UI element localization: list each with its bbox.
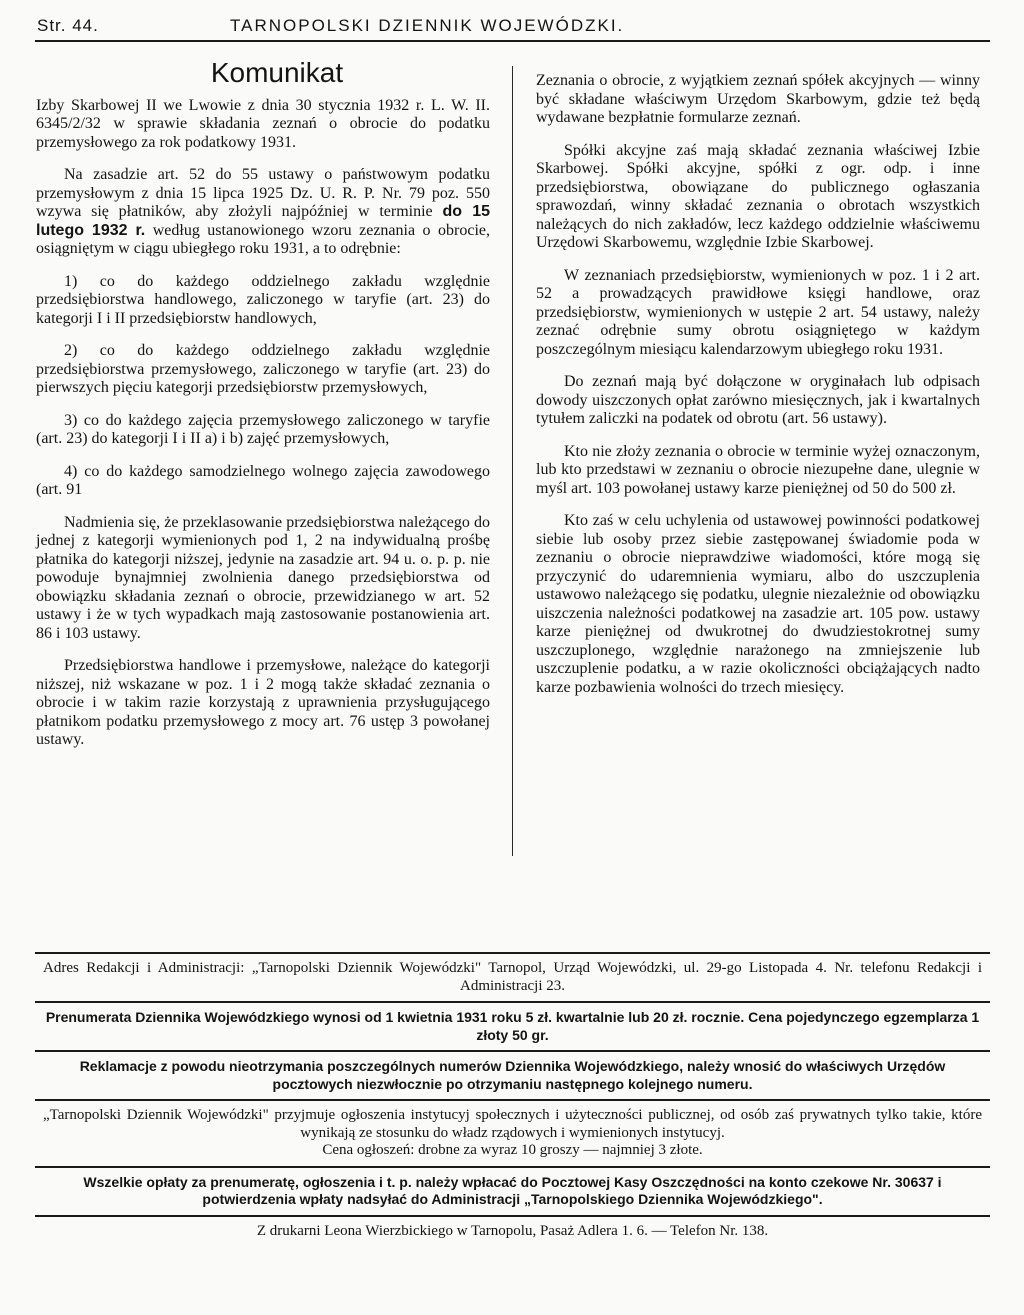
list-item-3: 3) co do każdego zajęcia przemysłowego zaliczonego w taryfie (art. 23) do kategorji I i II a) i b) zajęć przemysłowych, — [36, 411, 490, 447]
printer-text: Z drukarni Leona Wierzbickiego w Tarnopolu, Pasaż Adlera 1. 6. — Telefon Nr. 138. — [256, 1222, 769, 1239]
subscription-text: Prenumerata Dziennika Wojewódzkiego wynosi od 1 kwietnia 1931 roku 5 zł. kwartalnie lub 20 zł. rocznie. Cena pojedynczego egzemplarza 1 złoty 50 gr. — [45, 1009, 980, 1043]
summons-paragraph — [36, 166, 490, 259]
announcement-intro: Izby Skarbowej II we Lwowie z dnia 30 stycznia 1932 r. L. W. II. 6345/2/32 w sprawie składania zeznań o obrocie do podatku przemysłowego za rok podatkowy 1931. — [36, 96, 490, 151]
ad-price-text: Cena ogłoszeń: drobne za wyraz 10 groszy — najmniej 3 złote. — [322, 1142, 703, 1158]
address-text: Adres Redakcji i Administracji: „Tarnopolski Dziennik Wojewódzki" Tarnopol, Urząd Wojewódzki, ul. 29-go Listopada 4. Nr. telefonu Redakcji i Administracji 23. — [43, 960, 982, 994]
deadline: do 15 lutego 1932 r. — [36, 203, 491, 239]
footer-payments — [35, 1166, 990, 1215]
footer-subscription — [35, 1001, 990, 1050]
reclassification-paragraph: Nadmienia się, że przeklasowanie przedsiębiorstwa należącego do jednej z kategorji wymienionych pod 1, 2 na indywidualną prośbę płatnika do kategorji niższej, jedynie na zasadzie art. 94 u. o. p. p. nie powoduje bynajmniej zwolnienia danego przedsiębiorstwa od obowiązku składania zeznań o obrocie, przewidzianego w art. 52 ustawy i że w tych wypadkach mają zastosowanie postanowienia art. 86 i 103 ustawy. — [36, 513, 490, 642]
footer-printer — [35, 1215, 990, 1247]
column-divider — [512, 66, 513, 856]
attachments-paragraph: Do zeznań mają być dołączone w oryginałach lub odpisach dowody uiszczonych opłat zarówno miesięcznych, jak i kwartalnych tytułem zaliczki na podatek od obrotu (art. 56 ustawy). — [536, 373, 980, 427]
payments-text: Wszelkie opłaty za prenumeratę, ogłoszenia i t. p. należy wpłacać do Pocztowej Kasy Oszczędności na konto czekowe Nr. 30637 i potwierdzenia wpłaty nadsyłać do Administracji „Tarnopolskiego Dziennika Wojewódzkiego". — [83, 1173, 942, 1207]
announcement-title: Komunikat — [210, 57, 344, 88]
list-item-2: 2) co do każdego oddzielnego zakładu względnie przedsiębiorstwa przemysłowego, zaliczonego w taryfie (art. 23) do pierwszych pięciu kategorji przedsiębiorstw przemysłowych, — [36, 342, 490, 396]
page-header — [35, 12, 990, 42]
complaints-text: Reklamacje z powodu nieotrzymania poszczególnych numerów Dziennika Wojewódzkiego, należy wnosić do właściwych Urzędów pocztowych niezwłocznie po otrzymaniu następnego kolejnego numeru. — [79, 1058, 946, 1092]
evasion-paragraph: Kto zaś w celu uchylenia od ustawowej powinności podatkowej siebie lub osoby przez siebie zastępowanej świadomie poda w zeznaniu o obrocie nieprawdziwe wiadomości, które mogą się przyczynić do udaremnienia wymiaru, albo do uszczuplenia ustawowo należącego się podatku, ulegnie niezależnie od obowiązku uiszczenia należności podatkowej na zasadzie art. 105 pow. ustawy karze pieniężnej od dwukrotnej do dwudziestokrotnej sumy uszczuplonego, względnie narażonego na zmniejszenie lub uszczuplenie podatku, a w razie okoliczności obciążających nadto karze pozbawienia wolności do trzech miesięcy. — [536, 512, 980, 696]
ads-text: „Tarnopolski Dziennik Wojewódzki" przyjmuje ogłoszenia instytucyj społecznych i użyteczności publicznej, od osób zaś prywatnych tylko takie, które wynikają ze stosunku do władz rządowych i wymienionych instytucyj. — [43, 1107, 982, 1141]
page-number: Str. 44. — [37, 16, 99, 35]
list-item-4: 4) co do każdego samodzielnego wolnego zajęcia zawodowego (art. 91 — [36, 462, 490, 498]
lower-category-paragraph: Przedsiębiorstwa handlowe i przemysłowe, należące do kategorji niższej, niż wskazane w poz. 1 i 2 mogą także składać zeznania o obrocie i w takim razie korzystają z uprawnienia przysługującego płatnikom podatku przemysłowego z mocy art. 76 ustęp 3 powołanej ustawy. — [36, 657, 490, 748]
left-column — [36, 57, 491, 764]
journal-title: TARNOPOLSKI DZIENNIK WOJEWÓDZKI. — [230, 16, 625, 35]
summons-text: Na zasadzie art. 52 do 55 ustawy o państwowym podatku przemysłowym z dnia 15 lipca 1925 Dz. U. R. P. Nr. 79 poz. 550 wzywa się płatników, aby złożyli najpóźniej w terminie — [36, 166, 490, 220]
footer-address — [35, 952, 990, 1001]
footer-ads — [35, 1099, 990, 1166]
joint-stock-paragraph: Spółki akcyjne zaś mają składać zeznania właściwej Izbie Skarbowej. Spółki akcyjne, spółki z ogr. odp. i inne przedsiębiorstwa, obowiązane do publicznego ogłaszania sprawozdań, winny składać zeznania o obrotach wszystkich należących do nich zakładów, lecz każdego oddzielnie właściwemu Urzędowi Skarbowemu, względnie Izbie Skarbowej. — [536, 141, 980, 251]
footer — [35, 952, 990, 1246]
right-column — [536, 72, 980, 711]
footer-complaints — [35, 1050, 990, 1099]
list-item-1: 1) co do każdego oddzielnego zakładu względnie przedsiębiorstwa handlowego, zaliczonego w taryfie (art. 23) do kategorji I i II przedsiębiorstw handlowych, — [36, 272, 490, 327]
filing-paragraph: Zeznania o obrocie, z wyjątkiem zeznań spółek akcyjnych — winny być składane właściwym Urzędom Skarbowym, gdzie też będą wydawane bezpłatnie formularze zeznań. — [536, 72, 980, 126]
monthly-sums-paragraph: W zeznaniach przedsiębiorstw, wymienionych w poz. 1 i 2 art. 52 a prowadzących prawidłowe księgi handlowe, oraz przedsiębiorstw, wymienionych w ustępie 2 art. 54 ustawy, należy zeznać odrębnie sumy obrotu osiągniętego w każdym poszczególnym miesiącu kalendarzowym ubiegłego roku 1931. — [536, 266, 980, 358]
summons-text-cont: według ustanowionego wzoru zeznania o obrocie, osiągniętym w ciągu ubiegłego roku 1931, a to odrębnie: — [36, 221, 491, 257]
penalty-paragraph: Kto nie złoży zeznania o obrocie w terminie wyżej oznaczonym, lub kto przedstawi w zeznaniu o obrocie niezupełne dane, ulegnie w myśl art. 103 powołanej ustawy karze pieniężnej od 50 do 500 zł. — [536, 442, 980, 497]
